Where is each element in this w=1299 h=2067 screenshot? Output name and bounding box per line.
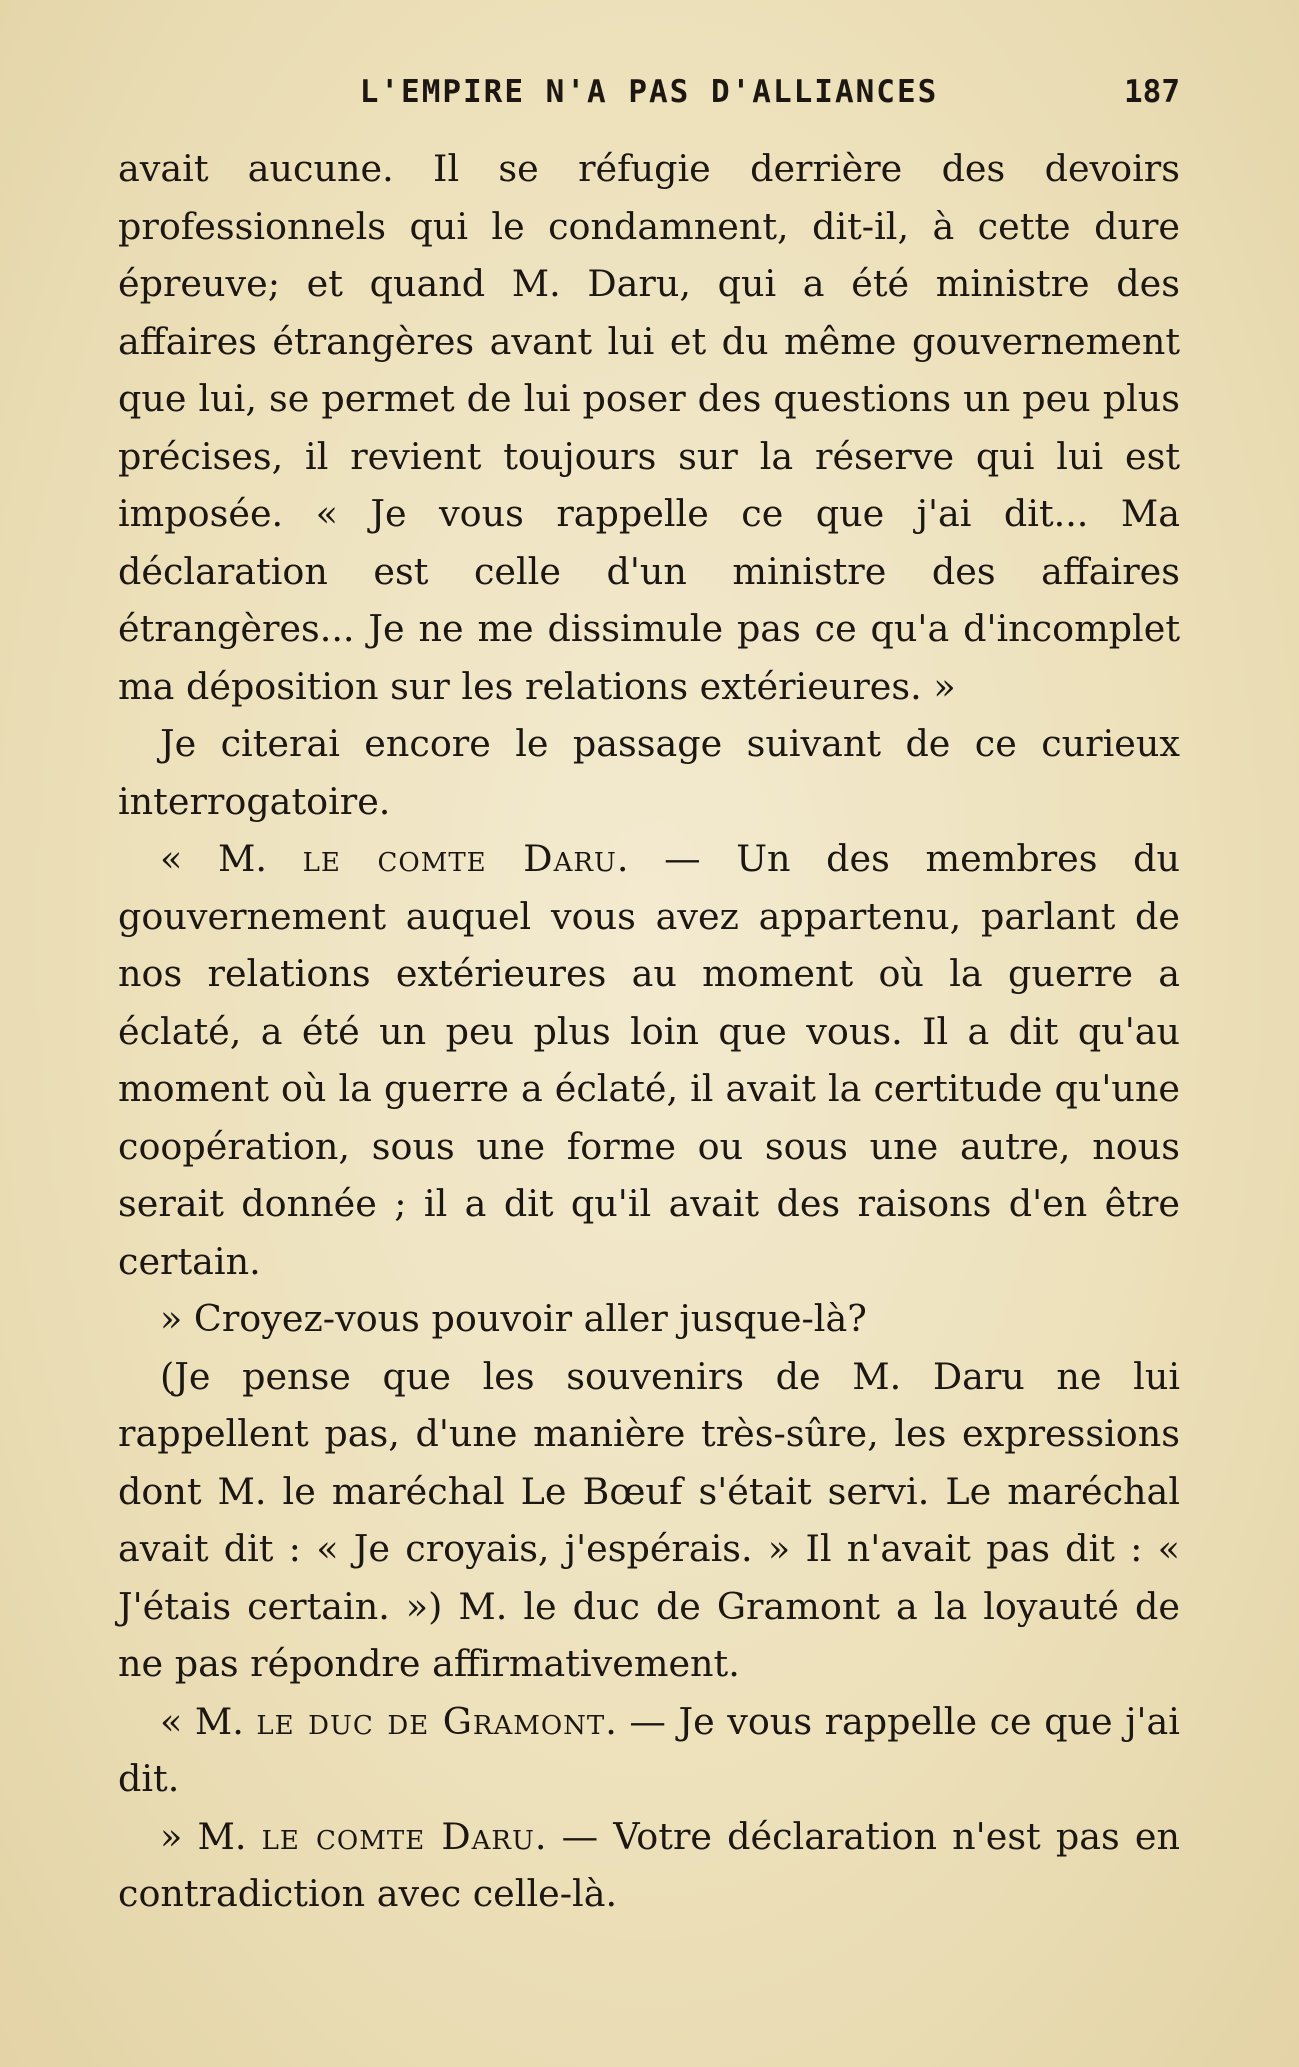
quote-open: « M.: [160, 1699, 257, 1743]
speaker-name: le comte Daru: [261, 1814, 535, 1858]
paragraph-3: [118, 830, 1180, 1290]
quote-open: » M.: [160, 1814, 262, 1858]
body-text: [118, 140, 1180, 1923]
speech-text: . — Votre déclaration n'est pas en contradiction avec celle-là.: [118, 1814, 1180, 1915]
paragraph-2: Je citerai encore le passage suivant de ce curieux interrogatoire.: [118, 722, 1180, 823]
speaker-name: le comte Daru: [302, 837, 617, 880]
page-header: [118, 74, 1180, 114]
speech-text: . — Je vous rappelle ce que j'ai dit.: [118, 1699, 1180, 1800]
paragraph-7: [118, 1808, 1180, 1923]
speaker-name: le duc de Gramont: [256, 1699, 606, 1743]
paragraph-6: [118, 1693, 1180, 1808]
running-title: L'EMPIRE N'A PAS D'ALLIANCES: [359, 74, 939, 110]
paragraph-1: avait aucune. Il se réfugie derrière des devoirs professionnels qui le condamnent, dit-il, à cette dure épreuve; et quand M. Daru, qui a été ministre des affaires étrangères avant lui et du même gouvernement que lui, se permet de lui poser des questions un peu plus précises, il revient toujours sur la réserve qui lui est imposée. « Je vous rappelle ce que j'ai dit... Ma déclaration est celle d'un ministre des affaires étrangères... Je ne me dissimule pas ce qu'a d'incomplet ma déposition sur les relations extérieures. »: [118, 147, 1180, 708]
page-number: 187: [1124, 74, 1180, 110]
paragraph-4: » Croyez-vous pouvoir aller jusque-là?: [160, 1297, 867, 1340]
paragraph-5: (Je pense que les souvenirs de M. Daru ne lui rappellent pas, d'une manière très-sûre, les expressions dont M. le maréchal Le Bœuf s'était servi. Le maréchal avait dit : « Je croyais, j'espérais. » Il n'avait pas dit : « J'étais certain. ») M. le duc de Gramont a la loyauté de ne pas répondre affirmativement.: [118, 1354, 1180, 1685]
speech-text: . — Un des membres du gouvernement auquel vous avez appartenu, parlant de nos relations extérieures au moment où la guerre a éclaté, a été un peu plus loin que vous. Il a dit qu'au moment où la guerre a éclaté, il avait la certitude qu'une coopération, sous une forme ou sous une autre, nous serait donnée ; il a dit qu'il avait des raisons d'en être certain.: [118, 837, 1180, 1283]
quote-open: « M.: [160, 837, 303, 880]
